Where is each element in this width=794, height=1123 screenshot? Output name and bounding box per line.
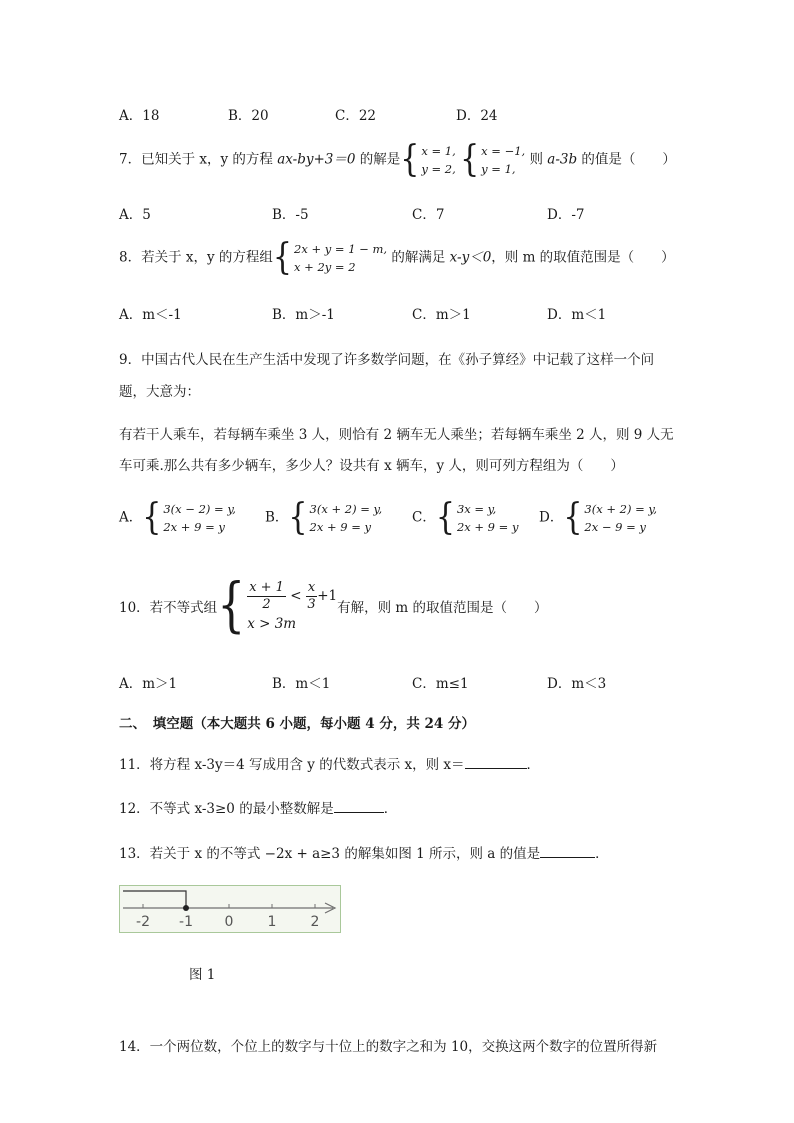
q7-sol1-line1: x = 1, [421,144,456,158]
q9-line-3: 有若干人乘车，若每辆车乘坐 3 人，则恰有 2 辆车无人乘坐；若每辆车乘坐 2 人，则 9 人无 [119,427,674,443]
question-14: 14．一个两位数，个位上的数字与十位上的数字之和为 10，交换这两个数字的位置所得新 [119,1039,658,1055]
q9-option-b [265,496,383,539]
q7-option-a: A．5 [119,207,151,223]
q7-mid: 的解是 [355,151,401,168]
q10-line1 [247,578,337,614]
q10-line2: x > 3m [247,616,297,632]
q9-option-a [119,496,236,539]
q11-answer-blank[interactable] [465,756,527,769]
q10-option-d: D．m＜3 [547,676,607,692]
q10-system [247,578,337,634]
q9-option-d [539,496,658,539]
q9-a-line1: 3(x − 2) = y, [163,502,236,516]
q12-text: 12．不等式 x-3≥0 的最小整数解是 [119,801,334,817]
q7-sol2-line2: y = 1, [481,162,516,176]
q7-option-c: C．7 [412,207,445,223]
q9-line-4: 车可乘.那么共有多少辆车，多少人？设共有 x 辆车，y 人，则可列方程组为（ ） [119,458,624,474]
q6-option-b: B．20 [228,108,269,124]
q9-d-line2: 2x − 9 = y [584,520,646,534]
q8-option-a: A．m＜-1 [119,307,182,323]
q10-frac2-num: x [307,580,316,595]
q9-line-2: 题，大意为： [119,384,200,400]
q7-solution-1 [421,142,455,178]
tick-label: -1 [179,914,193,930]
tick-label: -2 [136,914,150,930]
q11-text: 11．将方程 x-3y＝4 写成用含 y 的代数式表示 x，则 x＝ [119,757,465,773]
q10-option-b: B．m＜1 [272,676,331,692]
q9-option-b-system [310,500,383,536]
figure-1-caption: 图 1 [189,967,216,983]
q8-system-line2: x + 2y = 2 [294,260,356,274]
q9-option-c-brace: { [435,496,455,539]
q9-a-line2: 2x + 9 = y [163,520,225,534]
q7-option-b: B．-5 [272,207,309,223]
q13-answer-blank[interactable] [540,845,595,858]
q10-frac-1 [247,580,286,613]
q7-equation: ax-by+3＝0 [277,151,356,168]
q13-text: 13．若关于 x 的不等式 −2x + a≥3 的解集如图 1 所示，则 a 的值是 [119,846,541,862]
q7-solution-2 [481,142,525,178]
q10-lt: < [285,588,306,604]
solid-point [183,905,189,911]
q11-end: ． [526,757,541,773]
q10-frac1-num: x + 1 [249,580,284,595]
q9-option-a-system [163,500,236,536]
q9-option-c-system [457,500,519,536]
q6-option-d: D．24 [456,108,498,124]
q12-answer-blank[interactable] [334,800,384,813]
q10-plus: +1 [317,588,338,604]
q8-brace: { [272,236,293,279]
q7-sol2-line1: x = −1, [481,144,526,158]
question-11 [119,753,540,773]
question-8 [119,236,675,279]
q7-prefix: 7．已知关于 x，y 的方程 [119,151,278,168]
q8-option-b: B．m＞-1 [272,307,335,323]
q8-mid: 的解满足 [387,249,450,266]
question-13 [119,842,609,862]
q9-option-d-brace: { [563,496,583,539]
q9-option-d-label: D． [539,509,564,526]
q9-c-line1: 3x = y, [456,502,497,516]
q9-option-d-system [584,500,657,536]
number-line-svg [119,885,341,933]
section-2-heading: 二、 填空题（本大题共 6 小题，每小题 4 分，共 24 分） [119,716,476,732]
q10-frac2-den: 3 [307,597,316,612]
q7-sol1-line2: y = 2, [421,162,456,176]
q9-option-a-brace: { [142,496,162,539]
tick-label: 2 [310,914,320,930]
question-7 [119,138,676,181]
q7-suffix: 的值是（ ） [577,151,676,168]
q7-option-d: D．-7 [547,207,585,223]
q9-option-b-label: B． [265,509,289,526]
q10-frac-2 [306,580,317,613]
figure-1-number-line [119,885,341,933]
q8-system [294,240,387,276]
q7-then: 则 [525,151,548,168]
q9-b-line1: 3(x + 2) = y, [309,502,383,516]
q10-brace: { [217,570,246,640]
q6-option-a: A．18 [119,108,160,124]
q10-frac1-den: 2 [262,597,271,612]
q9-line-1: 9．中国古代人民在生产生活中发现了许多数学问题，在《孙子算经》中记载了这样一个问 [119,352,655,368]
q10-prefix: 10．若不等式组 [119,600,218,616]
q8-system-line1: 2x + y = 1 − m, [294,242,388,256]
q13-end: ． [595,846,609,862]
q8-option-d: D．m＜1 [547,307,607,323]
q8-prefix: 8．若关于 x，y 的方程组 [119,249,273,266]
q9-c-line2: 2x + 9 = y [456,520,519,534]
q7-brace-2: { [460,138,480,181]
q12-end: ． [383,801,398,817]
q8-option-c: C．m＞1 [412,307,471,323]
question-12 [119,797,397,817]
q9-option-c [412,496,519,539]
q8-condition: x-y＜0 [449,249,492,266]
q9-option-a-label: A． [119,509,143,526]
q9-option-c-label: C． [412,509,436,526]
q9-d-line1: 3(x + 2) = y, [584,502,658,516]
tick-label: 1 [267,914,277,930]
question-10 [119,570,548,640]
q9-b-line2: 2x + 9 = y [309,520,372,534]
q9-option-b-brace: { [288,496,308,539]
tick-label: 0 [224,914,234,930]
q6-option-c: C．22 [335,108,377,124]
q10-suffix: 有解，则 m 的取值范围是（ ） [337,600,548,616]
q7-brace-1: { [400,138,420,181]
q10-option-a: A．m＞1 [119,676,178,692]
q7-expr: a-3b [547,151,578,168]
q8-then: ，则 m 的取值范围是（ ） [491,249,675,266]
q10-option-c: C．m≤1 [412,676,469,692]
